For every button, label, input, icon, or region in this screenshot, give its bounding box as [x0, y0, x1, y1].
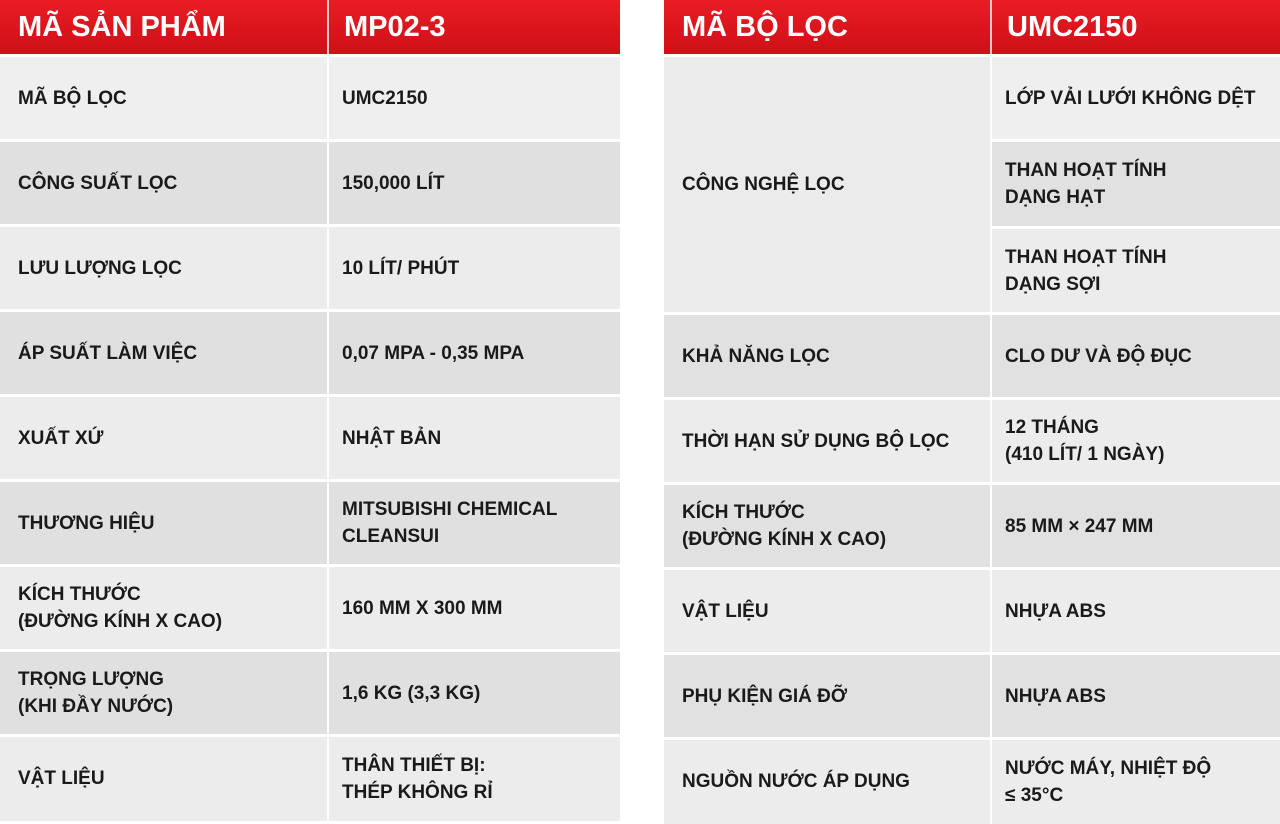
technology-label: CÔNG NGHỆ LỌC: [664, 56, 991, 314]
table-row: [0, 226, 620, 311]
table-row: [0, 566, 620, 651]
table-row: [0, 56, 620, 141]
row-label: VẬT LIỆU: [0, 736, 328, 821]
table-header-row: [664, 0, 1280, 56]
table-row: [664, 654, 1280, 739]
technology-value: THAN HOẠT TÍNH DẠNG SỢI: [991, 228, 1280, 314]
table-row: [0, 481, 620, 566]
row-label: NGUỒN NƯỚC ÁP DỤNG: [664, 739, 991, 824]
row-label: MÃ BỘ LỌC: [0, 56, 328, 141]
table-row: [0, 141, 620, 226]
header-label: MÃ BỘ LỌC: [664, 0, 991, 56]
header-value: MP02-3: [328, 0, 620, 56]
table-row: [0, 651, 620, 736]
row-label: THỜI HẠN SỬ DỤNG BỘ LỌC: [664, 399, 991, 484]
header-value: UMC2150: [991, 0, 1280, 56]
row-value: NHỰA ABS: [991, 654, 1280, 739]
table-row: [0, 311, 620, 396]
row-value: NHỰA ABS: [991, 569, 1280, 654]
row-value: NƯỚC MÁY, NHIỆT ĐỘ ≤ 35°C: [991, 739, 1280, 824]
row-value: CLO DƯ VÀ ĐỘ ĐỤC: [991, 314, 1280, 399]
table-row: [0, 736, 620, 821]
row-label: PHỤ KIỆN GIÁ ĐỠ: [664, 654, 991, 739]
table-row: [664, 739, 1280, 824]
header-label: MÃ SẢN PHẨM: [0, 0, 328, 56]
row-label: KÍCH THƯỚC (ĐƯỜNG KÍNH X CAO): [664, 484, 991, 569]
row-value: MITSUBISHI CHEMICAL CLEANSUI: [328, 481, 620, 566]
table-row: [664, 314, 1280, 399]
row-label: ÁP SUẤT LÀM VIỆC: [0, 311, 328, 396]
row-value: 1,6 KG (3,3 KG): [328, 651, 620, 736]
row-label: XUẤT XỨ: [0, 396, 328, 481]
row-label: THƯƠNG HIỆU: [0, 481, 328, 566]
row-value: 12 THÁNG (410 LÍT/ 1 NGÀY): [991, 399, 1280, 484]
row-label: VẬT LIỆU: [664, 569, 991, 654]
filter-spec-table: [664, 0, 1280, 824]
row-value: 10 LÍT/ PHÚT: [328, 226, 620, 311]
row-label: KÍCH THƯỚC (ĐƯỜNG KÍNH X CAO): [0, 566, 328, 651]
table-row: [0, 396, 620, 481]
row-value: 85 MM × 247 MM: [991, 484, 1280, 569]
row-label: CÔNG SUẤT LỌC: [0, 141, 328, 226]
table-row: [664, 569, 1280, 654]
table-row: [664, 484, 1280, 569]
row-label: TRỌNG LƯỢNG (KHI ĐẦY NƯỚC): [0, 651, 328, 736]
row-value: THÂN THIẾT BỊ: THÉP KHÔNG RỈ: [328, 736, 620, 821]
row-value: NHẬT BẢN: [328, 396, 620, 481]
table-row: [664, 56, 1280, 141]
row-value: UMC2150: [328, 56, 620, 141]
table-row: [664, 399, 1280, 484]
technology-value: THAN HOẠT TÍNH DẠNG HẠT: [991, 141, 1280, 228]
row-value: 0,07 MPA - 0,35 MPA: [328, 311, 620, 396]
product-spec-table: [0, 0, 620, 821]
row-label: KHẢ NĂNG LỌC: [664, 314, 991, 399]
table-header-row: [0, 0, 620, 56]
technology-value: LỚP VẢI LƯỚI KHÔNG DỆT: [991, 56, 1280, 141]
row-value: 150,000 LÍT: [328, 141, 620, 226]
row-label: LƯU LƯỢNG LỌC: [0, 226, 328, 311]
row-value: 160 MM X 300 MM: [328, 566, 620, 651]
